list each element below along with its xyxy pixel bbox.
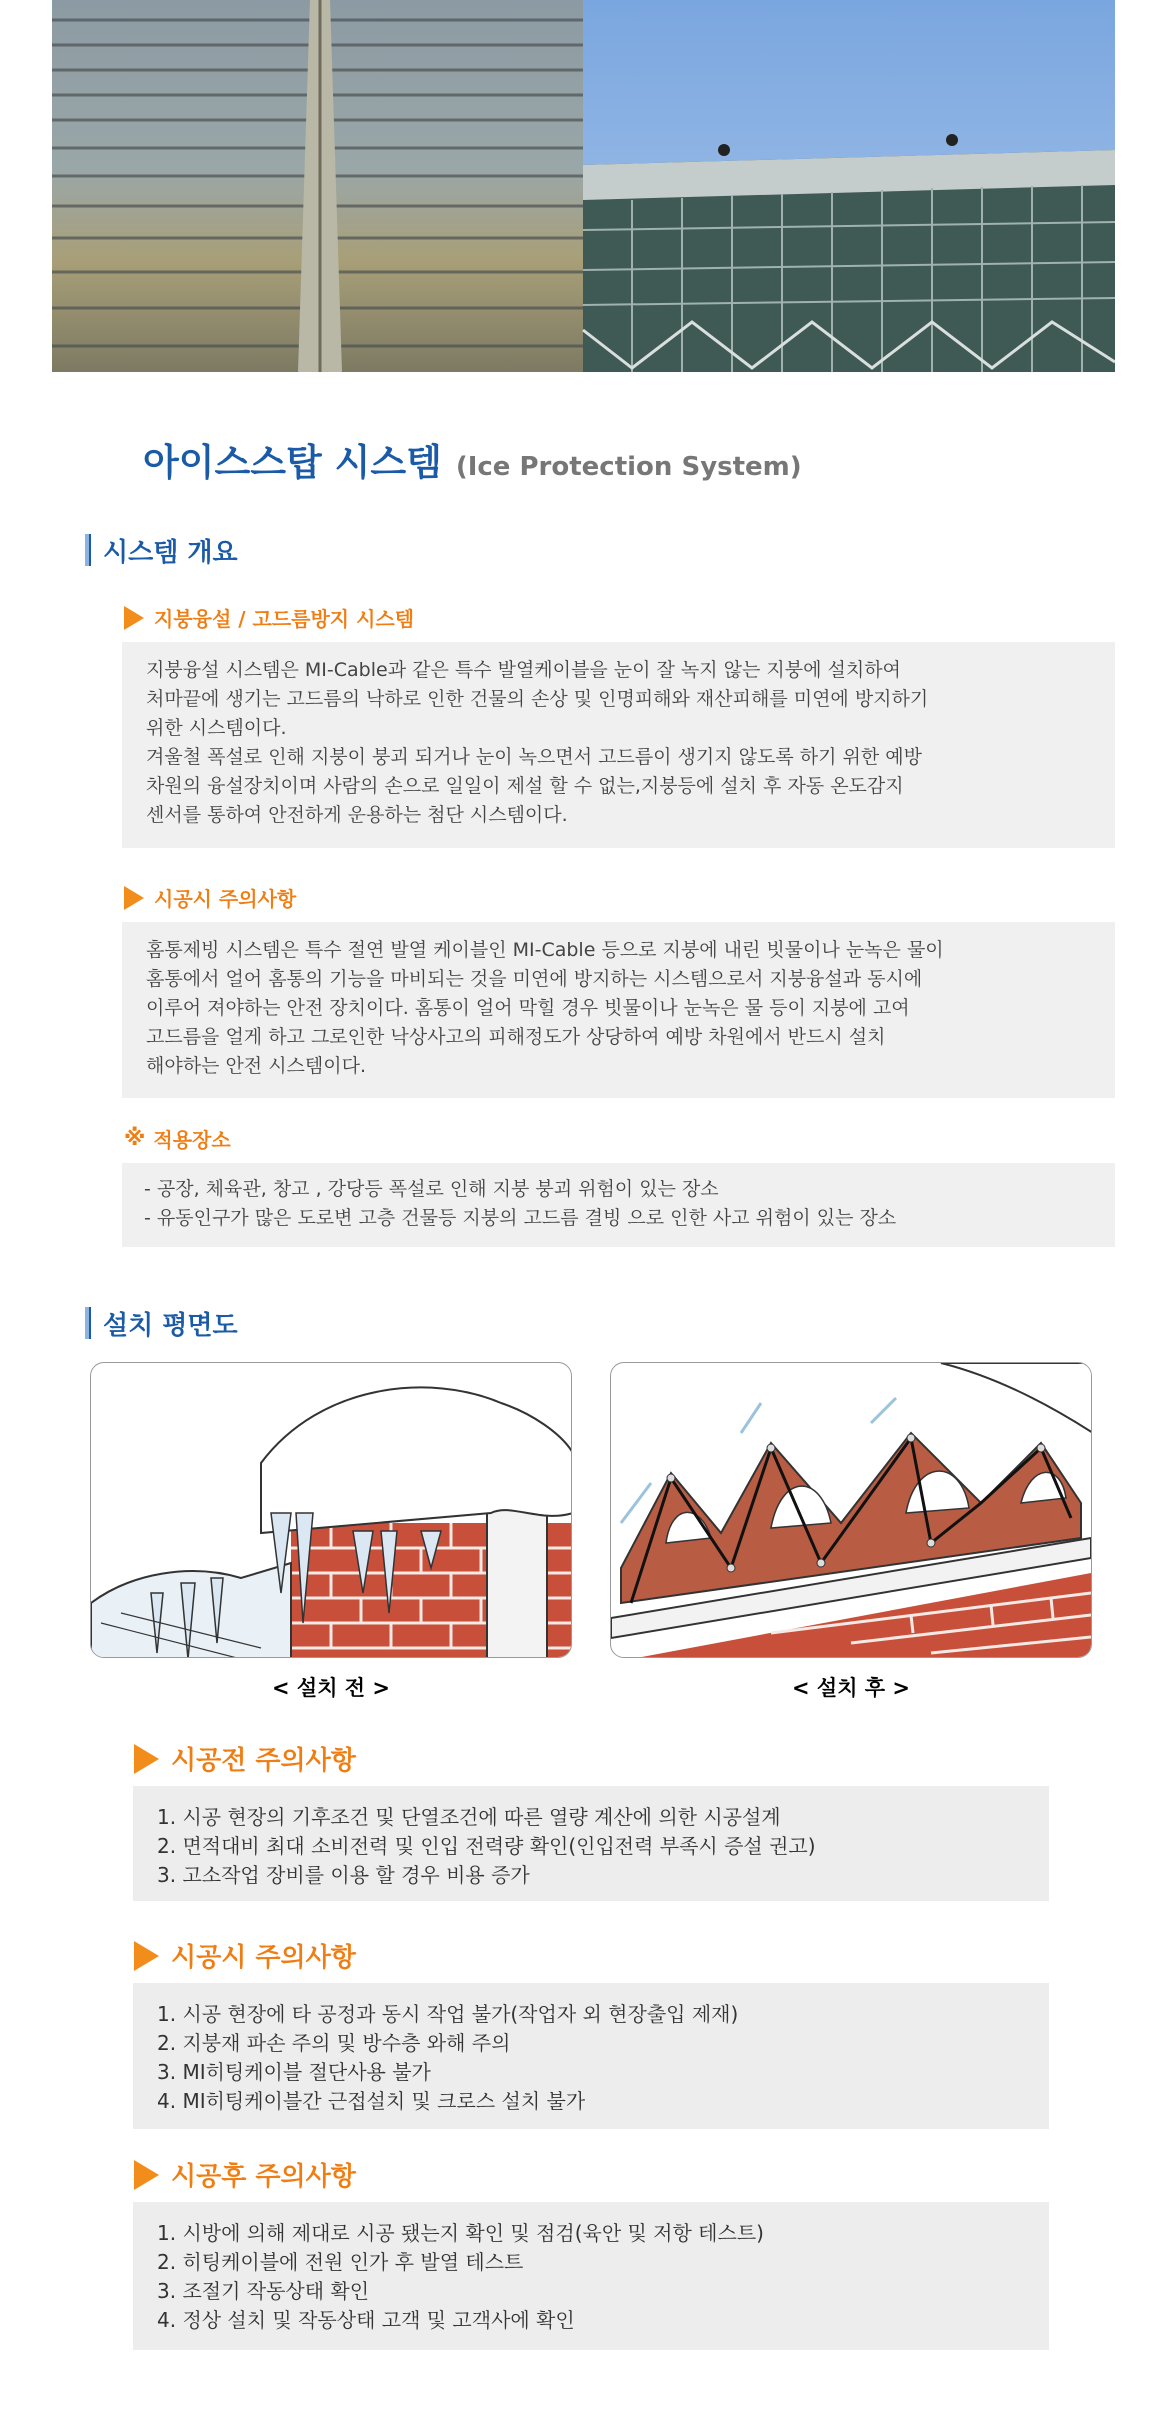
list-item: 3. MI히팅케이블 절단사용 불가	[157, 2060, 431, 2084]
subheading-during-construction: 시공시 주의사항	[134, 1937, 356, 1974]
icicle-roof-illustration	[91, 1363, 572, 1658]
reference-mark-icon: ※	[124, 1126, 146, 1151]
list-item: 1. 시방에 의해 제대로 시공 됐는지 확인 및 점검(육안 및 저항 테스트)	[157, 2221, 764, 2245]
subheading-construction-notes: 시공시 주의사항	[124, 883, 296, 912]
triangle-bullet-icon	[134, 2160, 159, 2190]
list-item: 2. 면적대비 최대 소비전력 및 인입 전력량 확인(인입전력 부족시 증설 권고)	[157, 1834, 816, 1858]
during-construction-list	[133, 1983, 1049, 2129]
list-item: 4. MI히팅케이블간 근접설치 및 크로스 설치 불가	[157, 2089, 586, 2113]
section-heading-overview: 시스템 개요	[85, 533, 238, 567]
caption-before-install: < 설치 전 >	[272, 1676, 390, 1700]
triangle-bullet-icon	[124, 886, 144, 910]
overview-text-box-1: 지붕융설 시스템은 MI-Cable과 같은 특수 발열케이블을 눈이 잘 녹지 않는 지붕에 설치하여 처마끝에 생기는 고드름의 낙하로 인한 건물의 손상 및 인명피해와 재산피해를 미연에 방지하기 위한 시스템이다. 겨울철 폭설로 인해 지붕이 붕괴 되거나 눈이 녹으면서 고드름이 생기지 않도록 하기 위한 예방 차원의 융설장치이며 사람의 손으로 일일이 제설 할 수 없는,지붕등에 설치 후 자동 온도감지 센서를 통하여 안전하게 운용하는 첨단 시스템이다.	[122, 642, 1115, 848]
overview-text-box-3: - 공장, 체육관, 창고 , 강당등 폭설로 인해 지붕 붕괴 위험이 있는 장소 - 유동인구가 많은 도로변 고층 건물등 지붕의 고드름 결빙 으로 인한 사고 위험이 있는 장소	[122, 1163, 1115, 1247]
section-bar-icon	[85, 534, 91, 566]
section-bar-icon	[85, 1307, 91, 1339]
pre-construction-list	[133, 1786, 1049, 1901]
list-item: 3. 조절기 작동상태 확인	[157, 2279, 370, 2303]
title-korean: 아이스스탑 시스템	[143, 441, 442, 484]
heating-cable-roof-illustration	[611, 1363, 1092, 1658]
post-construction-list	[133, 2202, 1049, 2350]
hero-photos	[52, 0, 1115, 372]
triangle-bullet-icon	[134, 1744, 159, 1774]
illustration-after-install	[610, 1362, 1092, 1658]
subheading-post-construction: 시공후 주의사항	[134, 2156, 356, 2193]
list-item: 3. 고소작업 장비를 이용 할 경우 비용 증가	[157, 1863, 530, 1887]
subheading-application-places: ※ 적용장소	[124, 1126, 231, 1152]
page-title	[143, 432, 802, 486]
list-item: 2. 히팅케이블에 전원 인가 후 발열 테스트	[157, 2250, 524, 2274]
overview-text-box-2: 홈통제빙 시스템은 특수 절연 발열 케이블인 MI-Cable 등으로 지붕에 내린 빗물이나 눈녹은 물이 홈통에서 얼어 홈통의 기능을 마비되는 것을 미연에 방지하는 시스템으로서 지붕융설과 동시에 이루어 져야하는 안전 장치이다. 홈통이 얼어 막힐 경우 빗물이나 눈녹은 물 등이 지붕에 고여 고드름을 얼게 하고 그로인한 낙상사고의 피해정도가 상당하여 예방 차원에서 반드시 설치 해야하는 안전 시스템이다.	[122, 922, 1115, 1098]
list-item: 4. 정상 설치 및 작동상태 고객 및 고객사에 확인	[157, 2308, 575, 2332]
triangle-bullet-icon	[134, 1941, 159, 1971]
subheading-roof-snowmelt: 지붕융설 / 고드름방지 시스템	[124, 603, 414, 632]
list-item: 1. 시공 현장의 기후조건 및 단열조건에 따른 열량 계산에 의한 시공설계	[157, 1805, 781, 1829]
section-heading-install-plan: 설치 평면도	[85, 1306, 238, 1340]
title-english: (Ice Protection System)	[455, 452, 802, 482]
illustration-before-install	[90, 1362, 572, 1658]
list-item: 1. 시공 현장에 타 공정과 동시 작업 불가(작업자 외 현장출입 제재)	[157, 2002, 739, 2026]
list-item: 2. 지붕재 파손 주의 및 방수층 와해 주의	[157, 2031, 511, 2055]
caption-after-install: < 설치 후 >	[792, 1676, 910, 1700]
subheading-pre-construction: 시공전 주의사항	[134, 1740, 356, 1777]
triangle-bullet-icon	[124, 606, 144, 630]
hero-photo-roofs	[52, 0, 1115, 372]
